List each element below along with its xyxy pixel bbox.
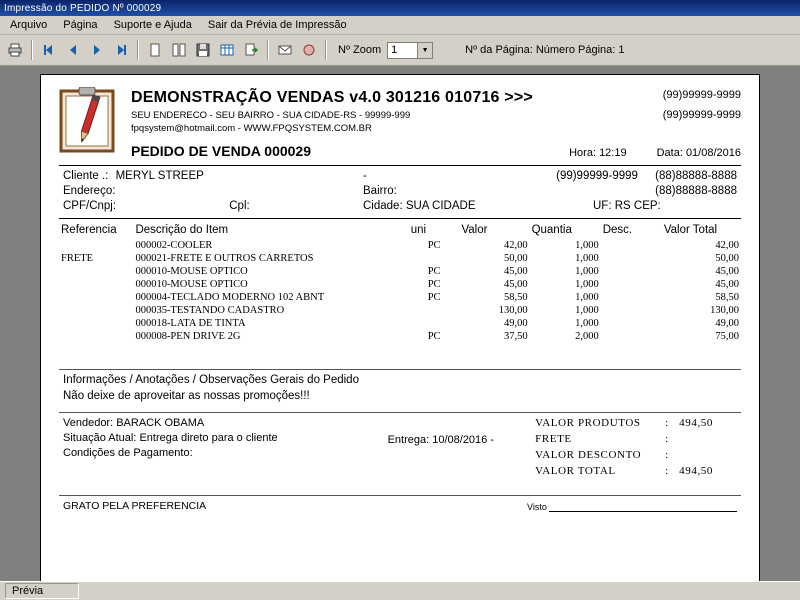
footer-block xyxy=(59,417,741,481)
status-text: Prévia xyxy=(5,583,79,599)
cell-descricao: 000010-MOUSE OPTICO xyxy=(135,279,248,290)
cpf-label: CPF/Cnpj: xyxy=(63,200,117,212)
cell-uni: PC xyxy=(427,331,441,342)
notes-title: Informações / Anotações / Observações Gerais do Pedido xyxy=(63,374,359,386)
cell-quantia: 1,000 xyxy=(575,266,599,277)
customer-divider xyxy=(59,218,741,219)
total-row xyxy=(535,465,737,477)
cell-referencia xyxy=(59,330,133,343)
notes-divider xyxy=(59,412,741,413)
document-sheet xyxy=(40,74,760,581)
cell-quantia: 1,000 xyxy=(575,292,599,303)
cell-quantia: 2,000 xyxy=(575,331,599,342)
table-row xyxy=(59,265,741,278)
table-row xyxy=(59,291,741,304)
cell-valor: 49,00 xyxy=(503,318,528,329)
items-table-header-row xyxy=(59,223,741,239)
cell-desconto xyxy=(601,304,662,317)
cell-valor-total: 42,00 xyxy=(715,240,739,251)
next-page-icon[interactable] xyxy=(86,39,108,61)
print-icon[interactable] xyxy=(4,39,26,61)
company-block xyxy=(131,85,741,159)
cell-desconto xyxy=(601,278,662,291)
total-row xyxy=(535,433,737,445)
cell-quantia: 1,000 xyxy=(575,279,599,290)
client-phone-1: (99)99999-9999 xyxy=(556,170,638,182)
cell-valor: 42,00 xyxy=(503,240,528,251)
company-phone-1: (99)99999-9999 xyxy=(662,89,741,101)
client-phone-2: (88)88888-8888 xyxy=(655,170,737,182)
toolbar-separator-1 xyxy=(31,40,33,60)
chevron-down-icon[interactable]: ▼ xyxy=(417,43,432,58)
menu-item-pagina[interactable]: Página xyxy=(63,19,98,31)
items-divider xyxy=(59,369,741,370)
header-descricao: Descrição do Item xyxy=(135,224,229,236)
cell-valor: 58,50 xyxy=(503,292,528,303)
order-meta xyxy=(569,147,741,159)
first-page-icon[interactable] xyxy=(38,39,60,61)
cell-quantia: 1,000 xyxy=(575,240,599,251)
cell-referencia xyxy=(59,304,133,317)
visto-field xyxy=(527,501,737,512)
thanks-label: GRATO PELA PREFERENCIA xyxy=(63,500,207,512)
cell-valor: 50,00 xyxy=(503,253,528,264)
menu-bar xyxy=(0,16,800,35)
menu-item-arquivo[interactable]: Arquivo xyxy=(10,19,48,31)
status-bar xyxy=(0,581,800,600)
totals-block xyxy=(535,417,737,481)
status-label: Situação Atual: Entrega direto para o cliente xyxy=(63,432,278,444)
cell-uni: PC xyxy=(427,266,441,277)
cell-valor-total: 75,00 xyxy=(715,331,739,342)
toolbar-separator-3 xyxy=(267,40,269,60)
cell-descricao: 000004-TECLADO MODERNO 102 ABNT xyxy=(135,292,325,303)
cell-desconto xyxy=(601,252,662,265)
menu-item-suporte-e-ajuda[interactable]: Suporte e Ajuda xyxy=(113,19,192,31)
cell-valor: 37,50 xyxy=(503,331,528,342)
cell-valor: 130,00 xyxy=(498,305,528,316)
order-header-row xyxy=(131,143,741,159)
total-colon: : xyxy=(665,449,669,461)
seller-label: Vendedor: BARACK OBAMA xyxy=(63,417,205,429)
cpl-label: Cpl: xyxy=(229,200,250,212)
total-label: FRETE xyxy=(535,433,572,445)
cell-quantia: 1,000 xyxy=(575,305,599,316)
customer-block xyxy=(59,170,741,212)
prev-page-icon[interactable] xyxy=(62,39,84,61)
total-row xyxy=(535,417,737,429)
cell-referencia: FRETE xyxy=(61,253,94,264)
customer-line-3 xyxy=(63,200,737,212)
visto-label: Visto xyxy=(527,502,547,512)
total-colon: : xyxy=(665,417,669,429)
cell-valor: 45,00 xyxy=(503,266,528,277)
cell-referencia xyxy=(59,291,133,304)
company-email: fpqsystem@hotmail.com - WWW.FPQSYSTEM.COM.BR xyxy=(131,123,372,134)
cell-valor: 45,00 xyxy=(503,279,528,290)
order-date: Data: 01/08/2016 xyxy=(656,147,741,159)
delivery-label: Entrega: 10/08/2016 - xyxy=(387,434,495,446)
customer-line-1 xyxy=(63,170,737,182)
client-dash: - xyxy=(363,170,367,182)
cell-descricao: 000021-FRETE E OUTROS CARRETOS xyxy=(135,253,314,264)
client-name: MERYL STREEP xyxy=(115,170,204,182)
header-valor: Valor xyxy=(461,224,488,236)
cell-referencia xyxy=(59,265,133,278)
total-colon: : xyxy=(665,465,669,477)
notes-text: Não deixe de aproveitar as nossas promoções!!! xyxy=(63,390,310,402)
table-row xyxy=(59,304,741,317)
cell-descricao: 000035-TESTANDO CADASTRO xyxy=(135,305,285,316)
items-table xyxy=(59,223,741,343)
cell-quantia: 1,000 xyxy=(575,318,599,329)
zoom-label: Nº Zoom xyxy=(338,44,382,56)
window-title: Impressão do PEDIDO Nº 000029 xyxy=(4,2,162,14)
cell-uni xyxy=(409,252,460,265)
new-document-icon[interactable] xyxy=(144,39,166,61)
cell-quantia: 1,000 xyxy=(575,253,599,264)
cell-uni xyxy=(409,304,460,317)
table-row xyxy=(59,317,741,330)
export-icon[interactable] xyxy=(240,39,262,61)
menu-item-sair-da-previa[interactable]: Sair da Prévia de Impressão xyxy=(207,19,347,31)
cell-descricao: 000018-LATA DE TINTA xyxy=(135,318,246,329)
cell-referencia xyxy=(59,239,133,252)
toolbar xyxy=(0,35,800,66)
customer-line-2 xyxy=(63,185,737,197)
cell-desconto xyxy=(601,330,662,343)
toolbar-separator-4 xyxy=(325,40,327,60)
footer-divider xyxy=(59,495,741,496)
district-label: Bairro: xyxy=(363,185,397,197)
cell-uni xyxy=(409,317,460,330)
page-number-label: Nº da Página: Número Página: 1 xyxy=(465,44,625,56)
cell-valor-total: 49,00 xyxy=(715,318,739,329)
footer-left xyxy=(63,417,388,481)
notes-block xyxy=(59,374,741,402)
table-row xyxy=(59,239,741,252)
cell-desconto xyxy=(601,291,662,304)
save-icon[interactable] xyxy=(192,39,214,61)
order-title: PEDIDO DE VENDA 000029 xyxy=(131,143,311,159)
footer-middle xyxy=(388,417,536,481)
city-label: Cidade: SUA CIDADE xyxy=(363,200,476,212)
header-quantia: Quantia xyxy=(531,224,572,236)
payment-label: Condições de Pagamento: xyxy=(63,447,193,459)
cell-referencia xyxy=(59,278,133,291)
header-uni: uni xyxy=(410,224,427,236)
cell-uni: PC xyxy=(427,279,441,290)
company-phone-2: (99)99999-9999 xyxy=(662,109,741,121)
table-row xyxy=(59,252,741,265)
cell-desconto xyxy=(601,265,662,278)
total-label: VALOR PRODUTOS xyxy=(535,417,641,429)
total-value xyxy=(679,449,737,461)
total-value: 494,50 xyxy=(679,465,713,477)
window-titlebar xyxy=(0,0,800,16)
cell-valor-total: 45,00 xyxy=(715,266,739,277)
cell-uni: PC xyxy=(427,240,441,251)
company-phones xyxy=(663,89,741,129)
visto-line xyxy=(549,501,737,512)
client-phone-3: (88)88888-8888 xyxy=(655,185,737,197)
total-row xyxy=(535,449,737,461)
client-label: Cliente .: xyxy=(63,170,109,182)
last-page-icon[interactable] xyxy=(110,39,132,61)
zoom-value: 1 xyxy=(391,44,398,56)
total-label: VALOR TOTAL xyxy=(535,465,616,477)
table-row xyxy=(59,278,741,291)
total-value: 494,50 xyxy=(679,417,713,429)
total-label: VALOR DESCONTO xyxy=(535,449,642,461)
document-header xyxy=(59,85,741,159)
cell-uni: PC xyxy=(427,292,441,303)
address-label: Endereço: xyxy=(63,185,116,197)
clipboard-pen-logo-icon xyxy=(59,87,121,155)
header-divider xyxy=(59,165,741,166)
cell-descricao: 000008-PEN DRIVE 2G xyxy=(135,331,241,342)
header-referencia: Referencia xyxy=(61,224,117,236)
cell-valor-total: 130,00 xyxy=(710,305,739,316)
toolbar-separator-2 xyxy=(137,40,139,60)
grid-icon[interactable] xyxy=(216,39,238,61)
total-colon: : xyxy=(665,433,669,445)
company-title: DEMONSTRAÇÃO VENDAS v4.0 301216 010716 >>> xyxy=(131,89,533,106)
cell-valor-total: 58,50 xyxy=(715,292,739,303)
cell-desconto xyxy=(601,239,662,252)
preview-area[interactable] xyxy=(0,66,800,581)
color-icon[interactable] xyxy=(298,39,320,61)
thanks-row xyxy=(59,500,741,512)
cell-referencia xyxy=(59,317,133,330)
order-time: Hora: 12:19 xyxy=(569,147,627,159)
two-page-icon[interactable] xyxy=(168,39,190,61)
table-row xyxy=(59,330,741,343)
cell-valor-total: 50,00 xyxy=(715,253,739,264)
cell-desconto xyxy=(601,317,662,330)
cell-descricao: 000010-MOUSE OPTICO xyxy=(135,266,248,277)
mail-icon[interactable] xyxy=(274,39,296,61)
header-desconto: Desc. xyxy=(602,224,633,236)
company-address: SEU ENDERECO - SEU BAIRRO - SUA CIDADE-RS - 99999-999 xyxy=(131,110,411,121)
zoom-combo[interactable] xyxy=(387,42,433,59)
uf-cep-label: UF: RS CEP: xyxy=(593,200,661,212)
cell-valor-total: 45,00 xyxy=(715,279,739,290)
total-value xyxy=(679,433,737,445)
cell-descricao: 000002-COOLER xyxy=(135,240,213,251)
header-valor-total: Valor Total xyxy=(663,224,718,236)
